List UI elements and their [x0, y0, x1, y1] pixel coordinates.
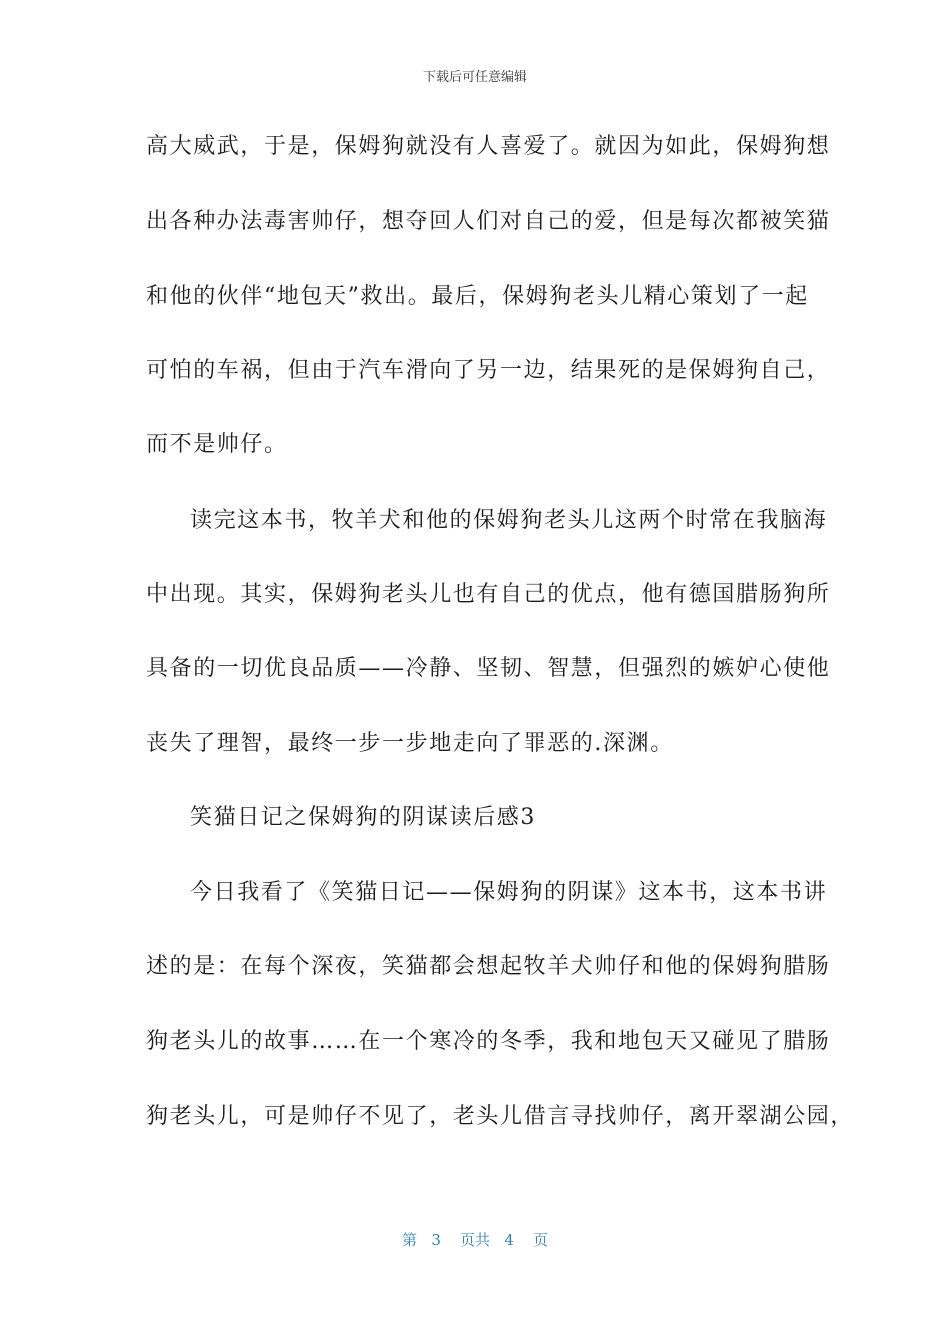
body-line-13: 狗老头儿，可是帅仔不见了，老头儿借言寻找帅仔，离开翠湖公园，: [146, 1104, 855, 1129]
section-heading: 笑猫日记之保姆狗的阴谋读后感3: [190, 805, 536, 830]
body-line-6: 读完这本书，牧羊犬和他的保姆狗老头儿这两个时常在我脑海: [190, 508, 828, 533]
body-line-1: 高大威武，于是，保姆狗就没有人喜爱了。就因为如此，保姆狗想: [146, 134, 831, 159]
body-line-7: 中出现。其实，保姆狗老头儿也有自己的优点，他有德国腊肠狗所: [146, 582, 831, 607]
body-line-4: 可怕的车祸，但由于汽车滑向了另一边，结果死的是保姆狗自己，: [146, 358, 831, 383]
body-line-3: 和他的伙伴“地包天”救出。最后，保姆狗老头儿精心策划了一起: [146, 284, 809, 309]
footer-current-page: 3: [431, 1231, 441, 1249]
body-line-8: 具备的一切优良品质——冷静、坚韧、智慧，但强烈的嫉妒心使他: [146, 656, 831, 681]
body-line-10: 今日我看了《笑猫日记——保姆狗的阴谋》这本书，这本书讲: [190, 880, 828, 905]
body-line-11: 述的是：在每个深夜，笑猫都会想起牧羊犬帅仔和他的保姆狗腊肠: [146, 954, 831, 979]
footer-suffix: 页: [532, 1231, 548, 1249]
footer-total-pages: 4: [504, 1231, 514, 1249]
page-footer: [0, 1229, 950, 1250]
page-header: 下载后可任意编辑: [422, 70, 527, 85]
body-line-2: 出各种办法毒害帅仔，想夺回人们对自己的爱，但是每次都被笑猫: [146, 209, 831, 234]
footer-middle: 页共: [459, 1231, 490, 1249]
body-line-9: 丧失了理智，最终一步一步地走向了罪恶的.深渊。: [146, 731, 674, 756]
body-line-5: 而不是帅仔。: [146, 432, 288, 457]
body-line-12: 狗老头儿的故事……在一个寒冷的冬季，我和地包天又碰见了腊肠: [146, 1029, 831, 1054]
footer-prefix: 第: [402, 1231, 418, 1249]
